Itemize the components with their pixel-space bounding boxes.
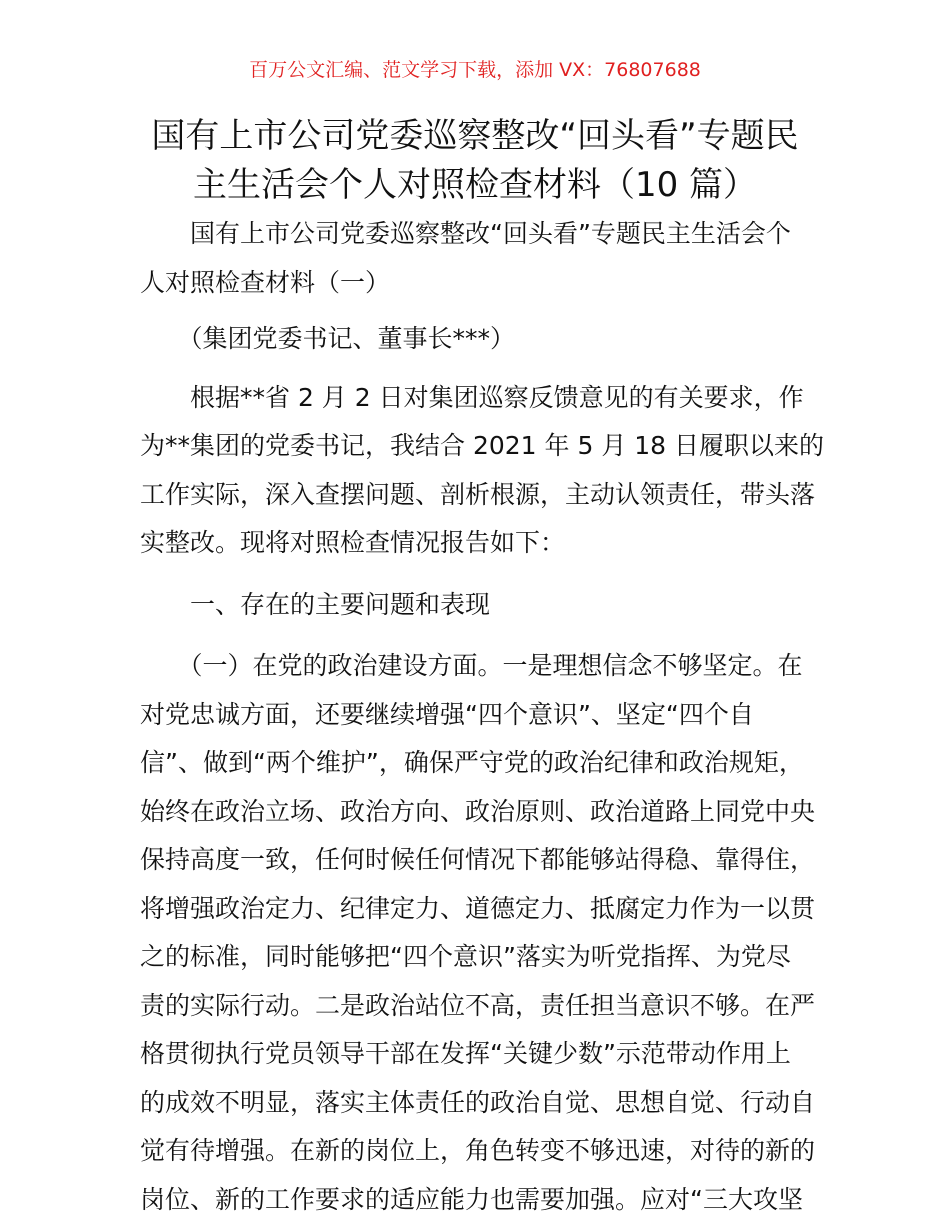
section-body-line: 对党忠诚方面，还要继续增强“四个意识”、坚定“四个自 <box>140 699 754 729</box>
section-heading-line: 一、存在的主要问题和表现 <box>140 589 491 619</box>
intro-line: 根据**省 2 月 2 日对集团巡察反馈意见的有关要求，作 <box>140 382 804 412</box>
section-body-line: 的成效不明显，落实主体责任的政治自觉、思想自觉、行动自 <box>140 1087 816 1117</box>
document-body <box>140 210 830 1224</box>
section-body-paragraph <box>140 642 830 1224</box>
title-line: 主生活会个人对照检查材料（10 篇） <box>192 165 758 205</box>
title-line: 国有上市公司党委巡察整改“回头看”专题民 <box>151 116 799 156</box>
intro-paragraph <box>140 374 830 568</box>
intro-line: 实整改。现将对照检查情况报告如下： <box>140 528 566 557</box>
intro-line: 工作实际，深入查摆问题、剖析根源，主动认领责任，带头落 <box>140 479 816 509</box>
section-body-line: 觉有待增强。在新的岗位上，角色转变不够迅速，对待的新的 <box>140 1136 816 1165</box>
watermark-header-note: 百万公文汇编、范文学习下载，添加 VX：76807688 <box>249 59 701 81</box>
section-body-line: 之的标准，同时能够把“四个意识”落实为听党指挥、为党尽 <box>140 942 791 971</box>
section-body-line: 将增强政治定力、纪律定力、道德定力、抵腐定力作为一以贯 <box>140 893 816 923</box>
document-title <box>120 112 830 210</box>
section-body-line: 责的实际行动。二是政治站位不高，责任担当意识不够。在严 <box>140 990 816 1020</box>
author-paragraph <box>140 315 830 364</box>
section-body-line: 始终在政治立场、政治方向、政治原则、政治道路上同党中央 <box>140 796 816 826</box>
section-body-line: （一）在党的政治建设方面。一是理想信念不够坚定。在 <box>140 651 803 680</box>
subtitle-line: 国有上市公司党委巡察整改“回头看”专题民主生活会个 <box>140 219 791 248</box>
section-body-line: 保持高度一致，任何时候任何情况下都能够站得稳、靠得住， <box>140 845 816 874</box>
author-line: （集团党委书记、董事长***） <box>140 324 516 353</box>
section-heading <box>140 581 830 630</box>
subtitle-paragraph <box>140 210 830 307</box>
intro-line: 为**集团的党委书记，我结合 2021 年 5 月 18 日履职以来的 <box>140 431 825 460</box>
subtitle-line: 人对照检查材料（一） <box>140 267 391 297</box>
section-body-line: 岗位、新的工作要求的适应能力也需要加强。应对“三大攻坚 <box>140 1184 803 1214</box>
section-body-line: 信”、做到“两个维护”，确保严守党的政治纪律和政治规矩， <box>140 748 804 777</box>
section-body-line: 格贯彻执行党员领导干部在发挥“关键少数”示范带动作用上 <box>140 1039 791 1068</box>
